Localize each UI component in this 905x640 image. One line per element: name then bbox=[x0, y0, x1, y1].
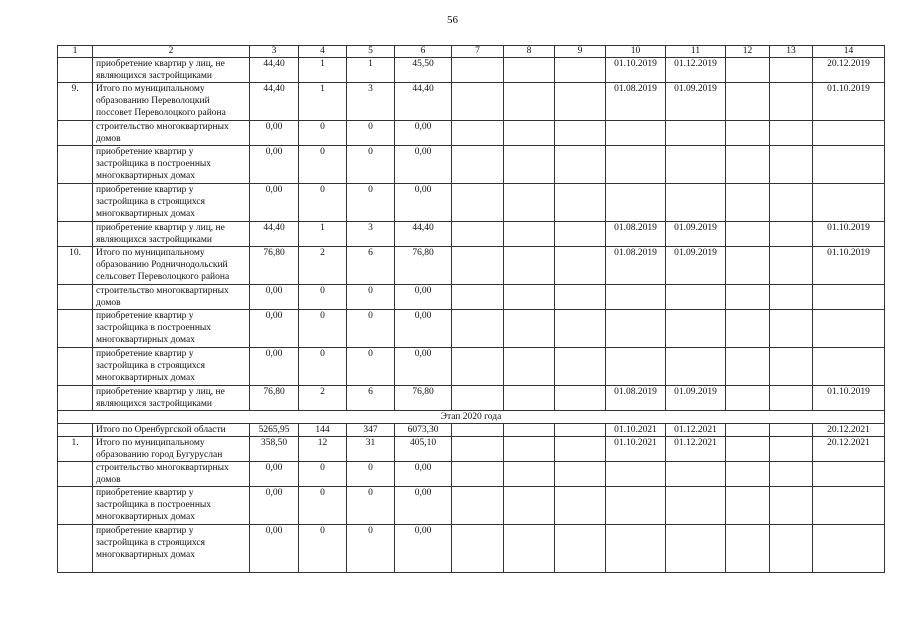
table-cell: 01.10.2019 bbox=[813, 222, 885, 247]
table-cell bbox=[452, 184, 504, 222]
table-cell: 6073,30 bbox=[395, 424, 452, 437]
table-cell: 144 bbox=[299, 424, 347, 437]
table-cell bbox=[58, 121, 93, 146]
table-cell: 0 bbox=[347, 121, 395, 146]
table-cell: 0 bbox=[299, 487, 347, 525]
table-cell bbox=[452, 222, 504, 247]
table-cell: 0 bbox=[347, 525, 395, 573]
table-cell: 358,50 bbox=[250, 437, 299, 462]
table-cell bbox=[452, 462, 504, 487]
table-cell: 01.12.2021 bbox=[666, 437, 726, 462]
table-cell bbox=[726, 247, 770, 285]
table-cell bbox=[726, 146, 770, 184]
stage-label: Этап 2020 года bbox=[58, 411, 885, 424]
table-cell: 6 bbox=[347, 247, 395, 285]
table-cell: 10. bbox=[58, 247, 93, 285]
table-cell: 1 bbox=[299, 83, 347, 121]
table-row bbox=[58, 487, 885, 525]
header-row bbox=[58, 46, 885, 58]
table-cell bbox=[555, 285, 606, 310]
table-cell bbox=[726, 58, 770, 83]
table-cell bbox=[504, 424, 555, 437]
table-cell: 0,00 bbox=[395, 310, 452, 348]
header-cell: 14 bbox=[813, 46, 885, 58]
table-cell: 44,40 bbox=[395, 222, 452, 247]
table-cell bbox=[452, 437, 504, 462]
table-cell bbox=[452, 424, 504, 437]
table-cell: 0,00 bbox=[395, 184, 452, 222]
table-cell bbox=[504, 487, 555, 525]
table-cell: 01.10.2019 bbox=[813, 83, 885, 121]
table-cell bbox=[666, 310, 726, 348]
table-cell bbox=[452, 525, 504, 573]
header-cell: 4 bbox=[299, 46, 347, 58]
table-cell bbox=[606, 184, 666, 222]
table-cell: 0 bbox=[299, 348, 347, 386]
table-cell bbox=[504, 58, 555, 83]
table-cell: 0 bbox=[299, 310, 347, 348]
table-cell bbox=[726, 462, 770, 487]
table-cell: 44,40 bbox=[250, 58, 299, 83]
table-cell bbox=[504, 83, 555, 121]
row-description: строительство многоквартирных домов bbox=[93, 121, 250, 146]
table-cell bbox=[770, 121, 813, 146]
table-cell: 01.10.2021 bbox=[606, 424, 666, 437]
table-cell: 9. bbox=[58, 83, 93, 121]
stage-row bbox=[58, 411, 885, 424]
table-cell bbox=[555, 222, 606, 247]
table-row bbox=[58, 121, 885, 146]
table-cell bbox=[666, 184, 726, 222]
table-cell bbox=[726, 386, 770, 411]
table-cell bbox=[666, 121, 726, 146]
table-cell: 0,00 bbox=[250, 462, 299, 487]
table-cell: 1 bbox=[299, 58, 347, 83]
table-cell: 0,00 bbox=[395, 487, 452, 525]
table-cell: 01.08.2019 bbox=[606, 222, 666, 247]
table-cell bbox=[504, 437, 555, 462]
table-cell bbox=[813, 184, 885, 222]
table-cell bbox=[770, 222, 813, 247]
table-cell: 0,00 bbox=[395, 285, 452, 310]
table-row bbox=[58, 437, 885, 462]
header-cell: 12 bbox=[726, 46, 770, 58]
table-cell bbox=[813, 310, 885, 348]
row-description: строительство многоквартирных домов bbox=[93, 285, 250, 310]
header-cell: 3 bbox=[250, 46, 299, 58]
table-cell bbox=[58, 462, 93, 487]
table-cell: 20.12.2021 bbox=[813, 437, 885, 462]
table-cell bbox=[770, 285, 813, 310]
table-cell: 01.08.2019 bbox=[606, 83, 666, 121]
table-cell bbox=[666, 525, 726, 573]
table-cell: 0 bbox=[347, 285, 395, 310]
table-cell bbox=[452, 285, 504, 310]
header-cell: 8 bbox=[504, 46, 555, 58]
page-number: 56 bbox=[447, 14, 458, 26]
row-description: приобретение квартир у застройщика в строящихся многоквартирных домах bbox=[93, 525, 250, 573]
table-cell bbox=[555, 487, 606, 525]
table-cell bbox=[452, 348, 504, 386]
table-cell bbox=[555, 386, 606, 411]
table-cell bbox=[770, 424, 813, 437]
table-cell: 01.10.2019 bbox=[813, 247, 885, 285]
table-cell: 0 bbox=[347, 348, 395, 386]
table-row bbox=[58, 424, 885, 437]
table-cell bbox=[666, 146, 726, 184]
table-cell: 1 bbox=[347, 58, 395, 83]
table-cell bbox=[504, 184, 555, 222]
table-cell bbox=[726, 437, 770, 462]
table-cell bbox=[504, 525, 555, 573]
table-cell: 0 bbox=[299, 146, 347, 184]
table-row bbox=[58, 310, 885, 348]
header-cell: 1 bbox=[58, 46, 93, 58]
table-cell bbox=[555, 462, 606, 487]
table-cell: 5265,95 bbox=[250, 424, 299, 437]
table-cell bbox=[504, 310, 555, 348]
table-cell bbox=[606, 121, 666, 146]
table-cell bbox=[770, 184, 813, 222]
row-description: Итого по муниципальному образованию Переволоцкий поссовет Переволоцкого района bbox=[93, 83, 250, 121]
table-row bbox=[58, 525, 885, 573]
header-cell: 2 bbox=[93, 46, 250, 58]
header-cell: 10 bbox=[606, 46, 666, 58]
row-description: приобретение квартир у застройщика в построенных многоквартирных домах bbox=[93, 310, 250, 348]
table-cell bbox=[770, 437, 813, 462]
table-cell bbox=[452, 247, 504, 285]
row-description: приобретение квартир у застройщика в построенных многоквартирных домах bbox=[93, 146, 250, 184]
table-cell bbox=[555, 146, 606, 184]
table-cell bbox=[726, 525, 770, 573]
header-cell: 13 bbox=[770, 46, 813, 58]
header-cell: 7 bbox=[452, 46, 504, 58]
table-cell bbox=[606, 348, 666, 386]
table-cell bbox=[726, 285, 770, 310]
table-cell bbox=[555, 424, 606, 437]
table-cell bbox=[606, 525, 666, 573]
table-cell: 44,40 bbox=[250, 222, 299, 247]
table-cell bbox=[606, 487, 666, 525]
table-row bbox=[58, 222, 885, 247]
table-cell bbox=[726, 348, 770, 386]
table-cell bbox=[504, 462, 555, 487]
header-cell: 6 bbox=[395, 46, 452, 58]
table-cell bbox=[770, 525, 813, 573]
table-cell bbox=[666, 285, 726, 310]
table-cell: 3 bbox=[347, 222, 395, 247]
table-cell bbox=[452, 121, 504, 146]
table-cell bbox=[606, 462, 666, 487]
table-cell bbox=[58, 424, 93, 437]
table-cell: 45,50 bbox=[395, 58, 452, 83]
table-row bbox=[58, 83, 885, 121]
row-description: приобретение квартир у лиц, не являющихся застройщиками bbox=[93, 58, 250, 83]
table-cell: 0,00 bbox=[395, 462, 452, 487]
table-cell bbox=[555, 58, 606, 83]
table-row bbox=[58, 462, 885, 487]
table-cell: 0 bbox=[299, 285, 347, 310]
table-cell: 76,80 bbox=[250, 386, 299, 411]
table-row bbox=[58, 146, 885, 184]
table-row bbox=[58, 348, 885, 386]
table-cell bbox=[58, 525, 93, 573]
table-cell: 3 bbox=[347, 83, 395, 121]
table-cell bbox=[58, 386, 93, 411]
table-cell bbox=[770, 386, 813, 411]
table-cell: 0,00 bbox=[250, 285, 299, 310]
table-cell: 31 bbox=[347, 437, 395, 462]
table-cell: 6 bbox=[347, 386, 395, 411]
row-description: приобретение квартир у застройщика в построенных многоквартирных домах bbox=[93, 487, 250, 525]
table-cell: 01.09.2019 bbox=[666, 222, 726, 247]
table-row bbox=[58, 386, 885, 411]
table-cell: 0 bbox=[299, 121, 347, 146]
table-cell: 0,00 bbox=[395, 348, 452, 386]
table-cell bbox=[555, 83, 606, 121]
table-cell: 2 bbox=[299, 386, 347, 411]
table-cell bbox=[555, 525, 606, 573]
table-cell bbox=[58, 348, 93, 386]
table-cell bbox=[58, 58, 93, 83]
table-cell bbox=[813, 487, 885, 525]
table-cell bbox=[770, 146, 813, 184]
table-cell: 01.12.2021 bbox=[666, 424, 726, 437]
table-cell bbox=[504, 121, 555, 146]
table-row bbox=[58, 247, 885, 285]
row-description: Итого по муниципальному образованию город Бугуруслан bbox=[93, 437, 250, 462]
table-cell: 0,00 bbox=[395, 525, 452, 573]
table-cell bbox=[58, 146, 93, 184]
table-row bbox=[58, 285, 885, 310]
table-cell: 0 bbox=[299, 525, 347, 573]
table-cell bbox=[770, 487, 813, 525]
table-cell: 01.09.2019 bbox=[666, 83, 726, 121]
table-cell: 0,00 bbox=[250, 184, 299, 222]
table-cell: 76,80 bbox=[395, 247, 452, 285]
table-cell: 0,00 bbox=[250, 146, 299, 184]
table-cell: 44,40 bbox=[250, 83, 299, 121]
table-cell: 0,00 bbox=[250, 348, 299, 386]
table-cell bbox=[58, 285, 93, 310]
table-cell: 44,40 bbox=[395, 83, 452, 121]
table-cell bbox=[770, 348, 813, 386]
table-cell bbox=[555, 437, 606, 462]
housing-program-table bbox=[57, 45, 885, 573]
row-description: приобретение квартир у лиц, не являющихся застройщиками bbox=[93, 386, 250, 411]
table-cell bbox=[555, 310, 606, 348]
row-description: приобретение квартир у застройщика в строящихся многоквартирных домах bbox=[93, 184, 250, 222]
table-cell: 1. bbox=[58, 437, 93, 462]
table-cell: 01.09.2019 bbox=[666, 247, 726, 285]
table-cell bbox=[58, 222, 93, 247]
table-cell bbox=[58, 184, 93, 222]
table-cell: 1 bbox=[299, 222, 347, 247]
table-cell bbox=[666, 348, 726, 386]
table-cell bbox=[770, 58, 813, 83]
row-description: Итого по Оренбургской области bbox=[93, 424, 250, 437]
table-cell bbox=[726, 424, 770, 437]
table-cell bbox=[452, 58, 504, 83]
table-cell bbox=[504, 247, 555, 285]
table-cell bbox=[666, 462, 726, 487]
table-cell: 76,80 bbox=[395, 386, 452, 411]
table-cell bbox=[770, 462, 813, 487]
table-cell bbox=[813, 525, 885, 573]
table-cell: 0 bbox=[347, 146, 395, 184]
table-cell: 12 bbox=[299, 437, 347, 462]
header-cell: 5 bbox=[347, 46, 395, 58]
table-cell: 0,00 bbox=[250, 487, 299, 525]
table-cell: 01.10.2019 bbox=[606, 58, 666, 83]
table-cell: 0,00 bbox=[395, 146, 452, 184]
table-cell bbox=[555, 184, 606, 222]
table-cell bbox=[726, 310, 770, 348]
table-cell bbox=[726, 487, 770, 525]
table-cell bbox=[726, 222, 770, 247]
table-row bbox=[58, 58, 885, 83]
row-description: строительство многоквартирных домов bbox=[93, 462, 250, 487]
table-cell: 01.08.2019 bbox=[606, 247, 666, 285]
table-cell bbox=[504, 285, 555, 310]
table-cell: 0,00 bbox=[250, 525, 299, 573]
table-cell: 01.12.2019 bbox=[666, 58, 726, 83]
row-description: приобретение квартир у лиц, не являющихся застройщиками bbox=[93, 222, 250, 247]
table-cell: 0 bbox=[347, 487, 395, 525]
table-cell: 0,00 bbox=[250, 310, 299, 348]
header-cell: 9 bbox=[555, 46, 606, 58]
table-cell bbox=[504, 146, 555, 184]
table-cell: 0 bbox=[299, 184, 347, 222]
table-cell bbox=[504, 348, 555, 386]
table-cell: 0,00 bbox=[395, 121, 452, 146]
table-cell bbox=[813, 285, 885, 310]
table-cell bbox=[504, 386, 555, 411]
table-cell bbox=[813, 462, 885, 487]
table-cell bbox=[813, 146, 885, 184]
table-cell: 01.08.2019 bbox=[606, 386, 666, 411]
table-cell bbox=[555, 121, 606, 146]
table-cell bbox=[770, 247, 813, 285]
table-cell bbox=[555, 247, 606, 285]
table-cell: 01.10.2019 bbox=[813, 386, 885, 411]
table-cell: 405,10 bbox=[395, 437, 452, 462]
table-cell bbox=[726, 83, 770, 121]
table-cell: 0 bbox=[299, 462, 347, 487]
table-cell: 76,80 bbox=[250, 247, 299, 285]
table-cell bbox=[452, 386, 504, 411]
row-description: Итого по муниципальному образованию Родничнодольский сельсовет Переволоцкого района bbox=[93, 247, 250, 285]
table-row bbox=[58, 184, 885, 222]
table-cell bbox=[452, 310, 504, 348]
table-cell: 347 bbox=[347, 424, 395, 437]
table-cell bbox=[726, 184, 770, 222]
table-cell bbox=[606, 146, 666, 184]
table-cell: 20.12.2019 bbox=[813, 58, 885, 83]
table-cell bbox=[452, 146, 504, 184]
table-cell: 20.12.2021 bbox=[813, 424, 885, 437]
table-cell bbox=[606, 310, 666, 348]
table-cell bbox=[452, 487, 504, 525]
table-cell bbox=[58, 310, 93, 348]
table-cell: 01.10.2021 bbox=[606, 437, 666, 462]
table-cell: 0,00 bbox=[250, 121, 299, 146]
table-cell bbox=[58, 487, 93, 525]
table-cell: 0 bbox=[347, 310, 395, 348]
table-cell bbox=[606, 285, 666, 310]
table-cell bbox=[813, 348, 885, 386]
table-cell: 0 bbox=[347, 462, 395, 487]
table-cell: 01.09.2019 bbox=[666, 386, 726, 411]
table-cell bbox=[666, 487, 726, 525]
table-cell bbox=[813, 121, 885, 146]
table-cell bbox=[452, 83, 504, 121]
header-cell: 11 bbox=[666, 46, 726, 58]
table-cell: 0 bbox=[347, 184, 395, 222]
row-description: приобретение квартир у застройщика в строящихся многоквартирных домах bbox=[93, 348, 250, 386]
table-cell: 2 bbox=[299, 247, 347, 285]
table-cell bbox=[504, 222, 555, 247]
table-cell bbox=[726, 121, 770, 146]
table-cell bbox=[770, 310, 813, 348]
table-cell bbox=[555, 348, 606, 386]
table-cell bbox=[770, 83, 813, 121]
